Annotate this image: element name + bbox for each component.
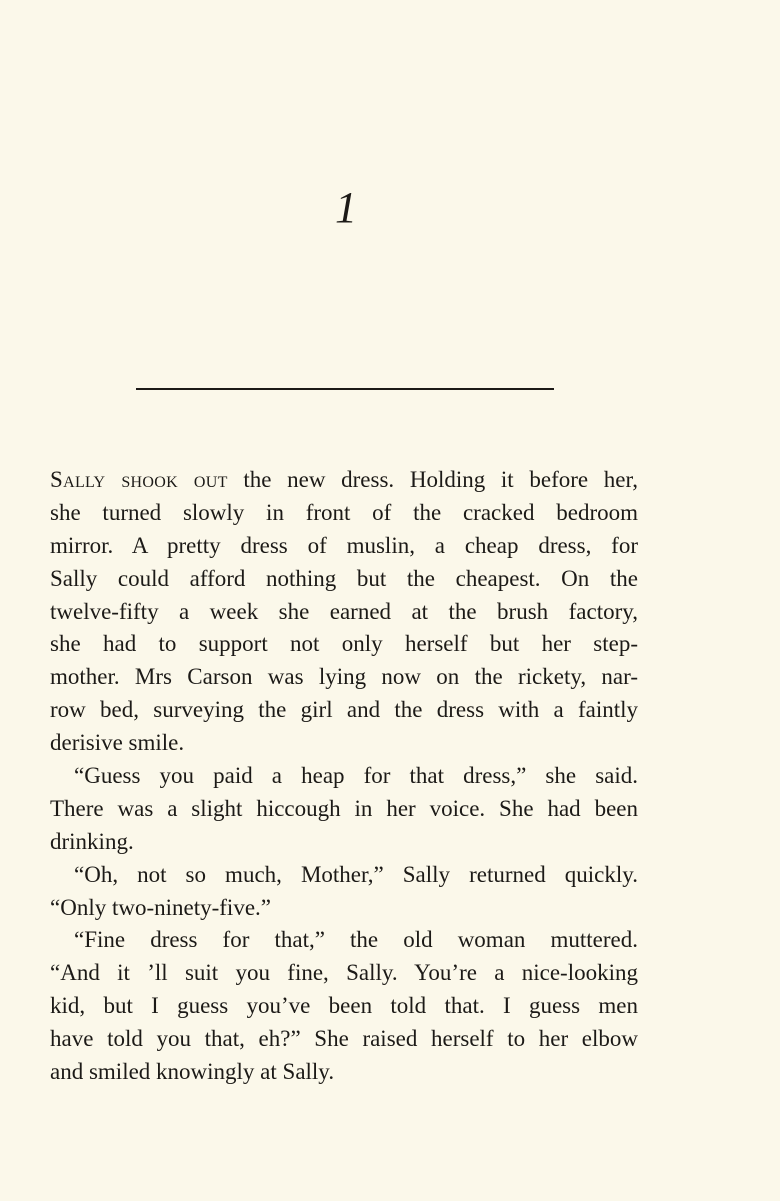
paragraph-line: have told you that, eh?” She raised herself to her elbow <box>50 1026 638 1052</box>
paragraph-line: kid, but I guess you’ve been told that. I guess men <box>50 993 638 1019</box>
lead-in-smallcaps: Sally shook out <box>50 467 228 492</box>
paragraph-line: mother. Mrs Carson was lying now on the rickety, nar- <box>50 664 638 690</box>
paragraph-line: mirror. A pretty dress of muslin, a cheap dress, for <box>50 532 638 558</box>
paragraph-line: “Guess you paid a heap for that dress,” she said. <box>74 763 638 789</box>
paragraph-line: “Only two-ninety-five.” <box>50 894 271 920</box>
paragraph-line: “Oh, not so much, Mother,” Sally returned quickly. <box>74 861 638 887</box>
paragraph-line: twelve-fifty a week she earned at the brush factory, <box>50 598 638 624</box>
chapter-divider-rule <box>136 388 554 390</box>
paragraph-line-text: the new dress. Holding it before her, <box>227 467 638 492</box>
paragraph-line: Sally could afford nothing but the cheapest. On the <box>50 565 638 591</box>
chapter-number: 1 <box>335 183 357 232</box>
paragraph-line: she turned slowly in front of the cracked bedroom <box>50 499 638 525</box>
paragraph-line: drinking. <box>50 828 134 854</box>
paragraph-line <box>50 464 638 497</box>
paragraph-line: “Fine dress for that,” the old woman muttered. <box>74 927 638 953</box>
paragraph-line: There was a slight hiccough in her voice. She had been <box>50 795 638 821</box>
paragraph-line: derisive smile. <box>50 730 185 756</box>
paragraph-line: row bed, surveying the girl and the dress with a faintly <box>50 697 638 723</box>
paragraph-line: “And it ’ll suit you fine, Sally. You’re a nice-looking <box>50 960 638 986</box>
chapter-body-text <box>50 464 638 1089</box>
paragraph-line: she had to support not only herself but her step- <box>50 631 638 657</box>
paragraph-line: and smiled knowingly at Sally. <box>50 1059 335 1085</box>
